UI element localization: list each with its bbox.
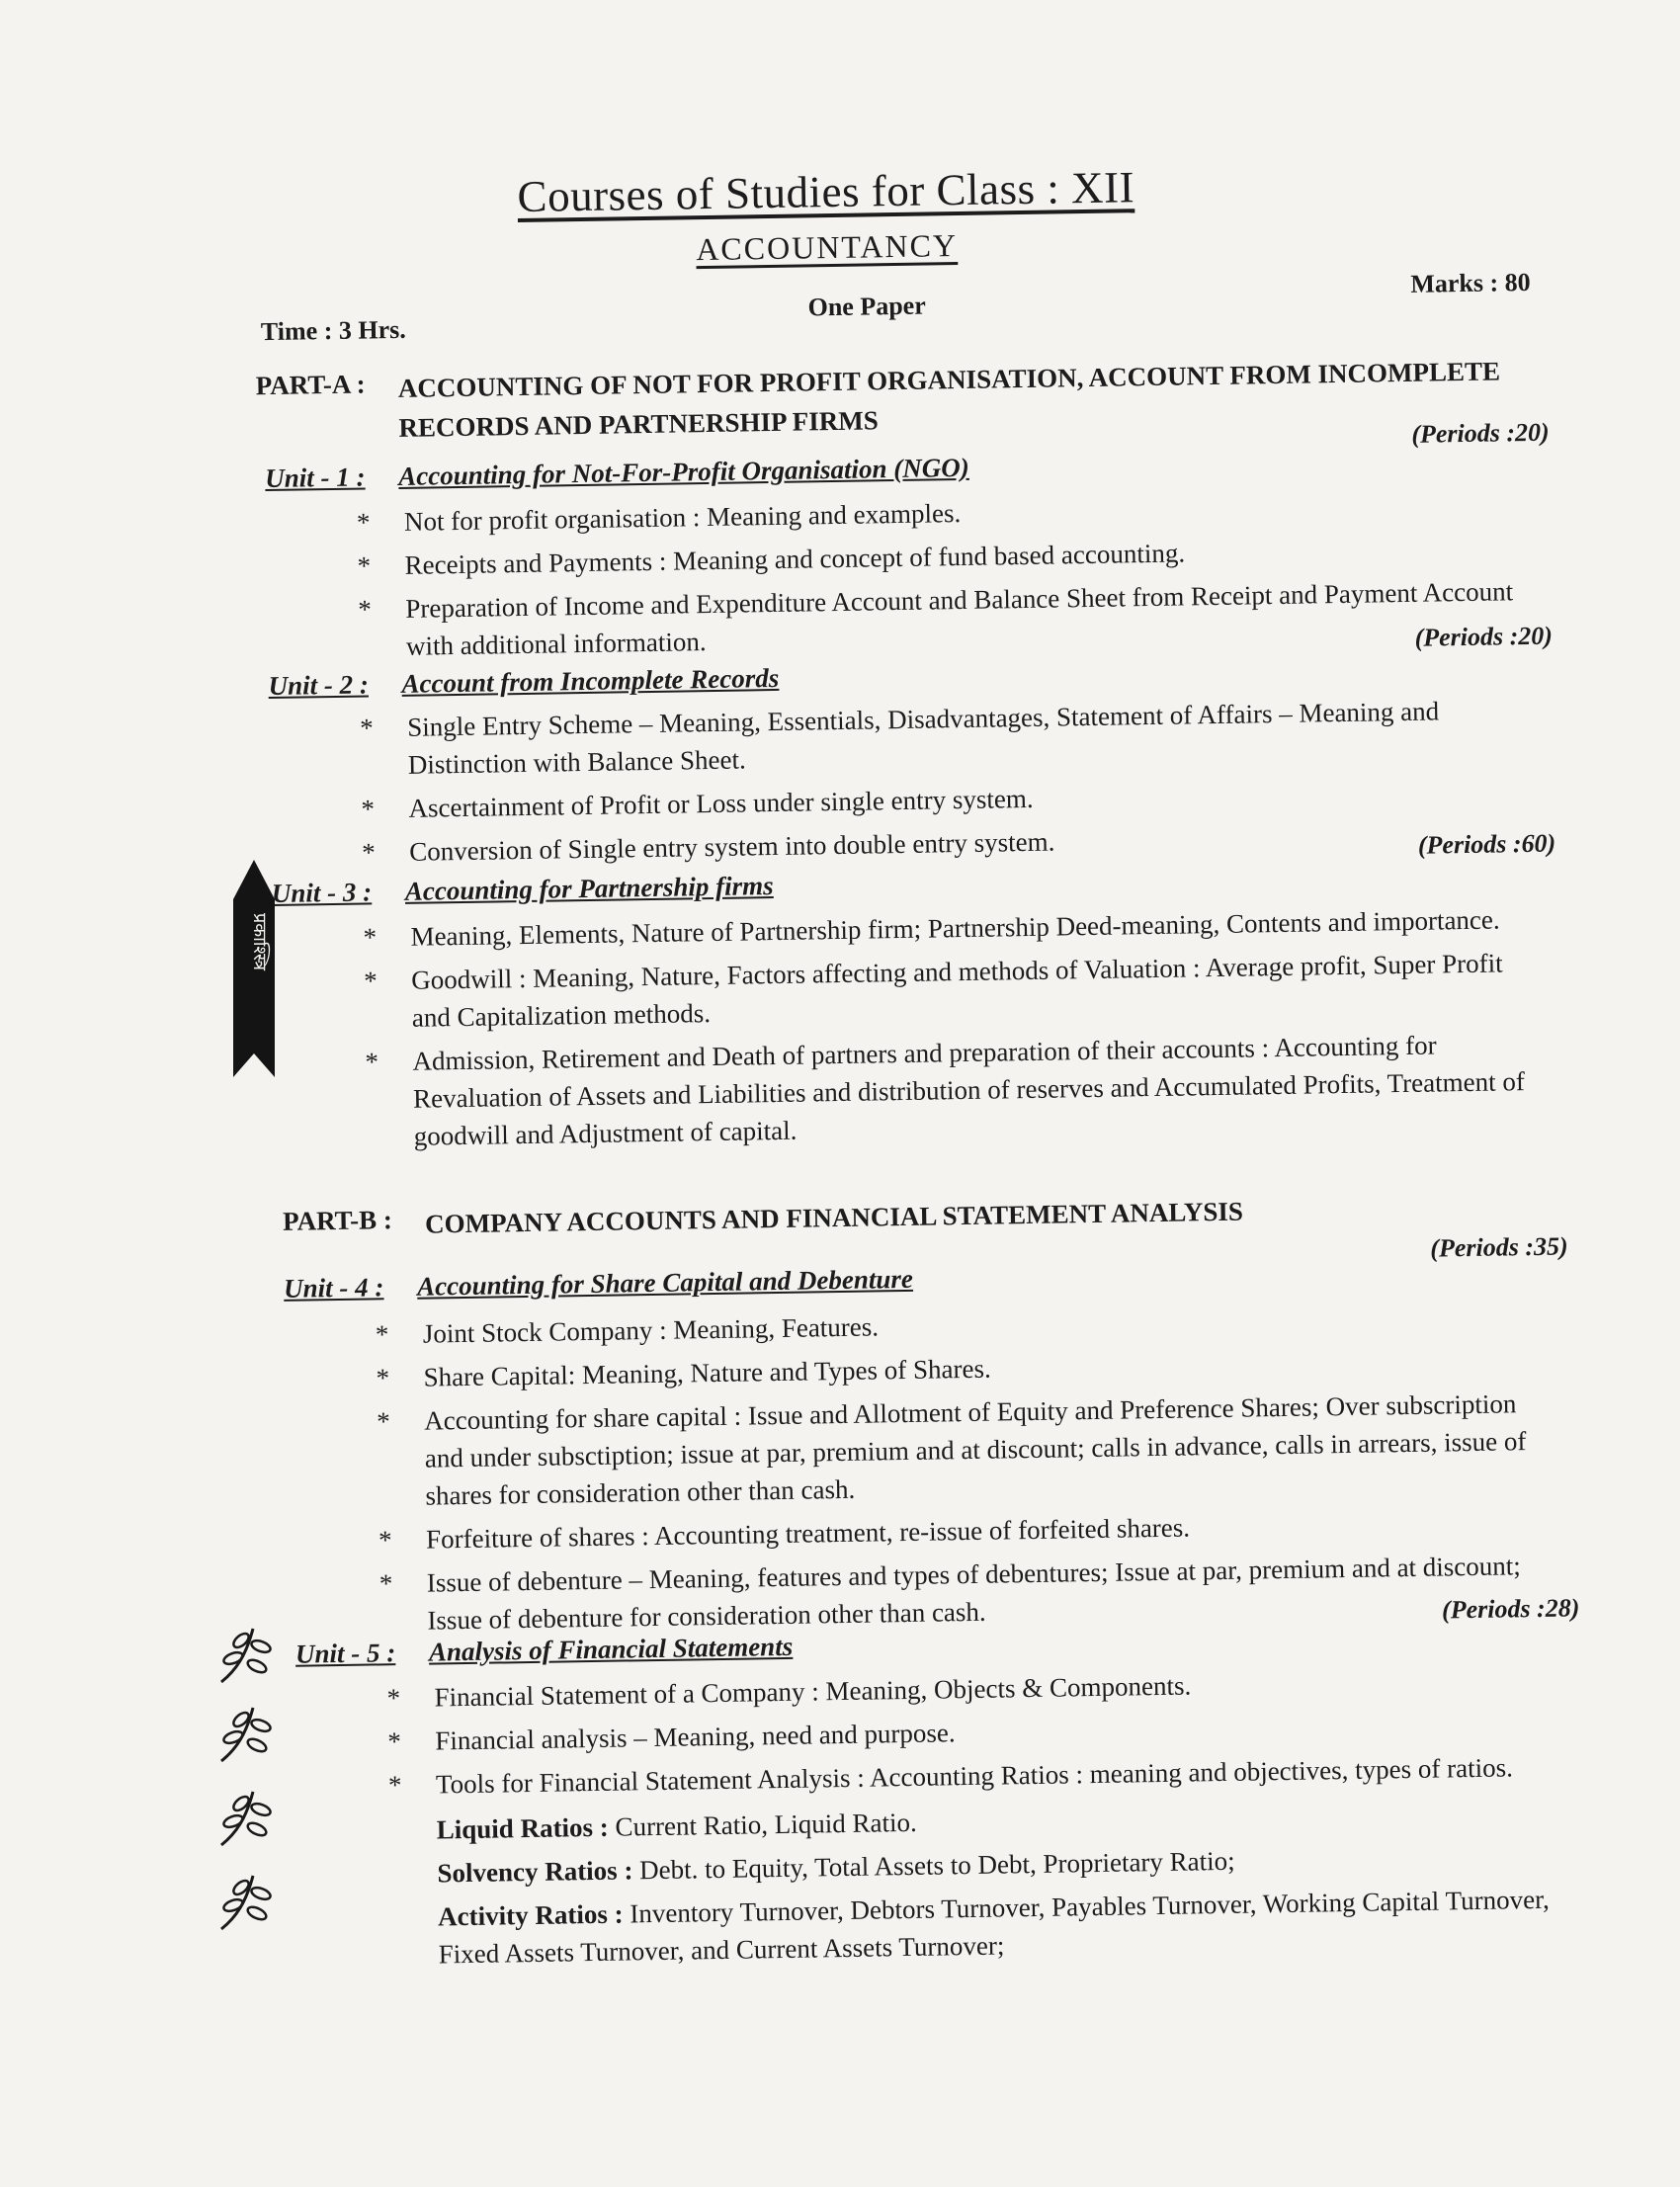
unit-4-items [364,1298,1545,1640]
ratio-line: Solvency Ratios : Debt. to Equity, Total Assets to Debt, Proprietary Ratio; [437,1845,1235,1889]
time-label: Time : 3 Hrs. [260,314,406,347]
unit-4-label: Unit - 4 : [283,1272,384,1304]
unit-3-name: Accounting for Partnership firms [404,871,774,906]
list-item: * Goodwill : Meaning, Nature, Factors affecting and methods of Valuation : Average profit, Super Profit and Capitalization methods. [364,948,1503,1033]
unit-1-label: Unit - 1 : [265,462,366,494]
bookmark-ribbon-icon [231,860,277,1077]
list-item: * Accounting for share capital : Issue and Allotment of Equity and Preference Shares; Over subscription and under subsctiption; issue at par, premium and at discount; calls in advance, calls in arrears, issue of shares for consideration other than cash. [377,1388,1527,1511]
list-item: * Joint Stock Company : Meaning, Features. [375,1311,880,1350]
unit-2-periods: (Periods :20) [1414,621,1554,652]
list-item: * Financial analysis – Meaning, need and purpose. [387,1718,956,1757]
part-b-title: COMPANY ACCOUNTS AND FINANCIAL STATEMENT ANALYSIS [424,1196,1244,1239]
unit-1-items [345,485,1523,666]
unit-2-label: Unit - 2 : [268,669,370,702]
list-item: * Conversion of Single entry system into double entry system. [361,826,1055,868]
ratio-line: Activity Ratios : Inventory Turnover, Debtors Turnover, Payables Turnover, Working Capital Turnover, Fixed Assets Turnover, and Current Assets Turnover; [437,1884,1550,1970]
unit-2-name: Account from Incomplete Records [401,662,780,699]
unit-3-periods: (Periods :60) [1417,828,1556,860]
list-item: * Ascertainment of Profit or Loss under single entry system. [361,783,1034,824]
unit-1-periods: (Periods :20) [1411,417,1550,449]
unit-1-name: Accounting for Not-For-Profit Organisation (NGO) [398,452,969,491]
subject-heading: ACCOUNTANCY [695,227,959,268]
unit-4-periods: (Periods :35) [1430,1231,1568,1263]
part-a-title: ACCOUNTING OF NOT FOR PROFIT ORGANISATION, ACCOUNT FROM INCOMPLETE RECORDS AND PARTNERSHIP FIRMS [397,356,1501,443]
list-item: * Issue of debenture – Meaning, features and types of debentures; Issue at par, premium and at discount; Issue of debenture for consideration other than cash. [378,1551,1522,1636]
list-item: * Meaning, Elements, Nature of Partnership firm; Partnership Deed-meaning, Contents and importance. [363,904,1500,953]
list-item: * Admission, Retirement and Death of partners and preparation of their accounts : Accounting for Revaluation of Assets and Liabilities and distribution of reserves and Accumulated Profits, Treatment of goodwill and Adjustment of capital. [365,1030,1526,1151]
list-item: * Receipts and Payments : Meaning and concept of fund based accounting. [357,538,1186,581]
paper-label: One Paper [807,291,926,322]
list-item: * Not for profit organisation : Meaning and examples. [356,498,962,538]
leaf-ornament-icon [211,1784,281,1853]
unit-5-label: Unit - 5 : [294,1638,396,1669]
page-title: Courses of Studies for Class : XII [517,162,1135,222]
unit-2-items [348,691,1526,872]
unit-3-items [351,900,1531,1156]
list-item: * Share Capital: Meaning, Nature and Types of Shares. [376,1353,991,1393]
marks-label: Marks : 80 [1410,267,1531,298]
part-a-tag: PART-A : [255,369,366,401]
list-item: * Financial Statement of a Company : Meaning, Objects & Components. [386,1670,1192,1714]
part-b-tag: PART-B : [282,1205,393,1236]
bookmark-text: प्रकाश्स्त्रि [249,913,270,970]
list-item: * Tools for Financial Statement Analysis : Accounting Ratios : meaning and objectives, types of ratios. [387,1752,1514,1801]
list-item: * Forfeiture of shares : Accounting treatment, re-issue of forfeited shares. [378,1512,1191,1556]
leaf-ornament-icon [211,1700,281,1769]
unit-5-name: Analysis of Financial Statements [428,1631,794,1667]
unit-5-periods: (Periods :28) [1441,1593,1580,1625]
ratio-line: Liquid Ratios : Current Ratio, Liquid Ratio. [436,1807,917,1845]
list-item: * Preparation of Income and Expenditure Account and Balance Sheet from Receipt and Payment Account with additional information. [358,576,1514,661]
leaf-ornament-icon [211,1621,281,1690]
unit-5-items [375,1661,1555,1975]
list-item: * Single Entry Scheme – Meaning, Essentials, Disadvantages, Statement of Affairs – Meaning and Distinction with Balance Sheet. [359,696,1440,780]
leaf-ornament-icon [211,1868,281,1937]
unit-3-label: Unit - 3 : [271,877,373,909]
unit-4-name: Accounting for Share Capital and Debenture [416,1263,914,1302]
